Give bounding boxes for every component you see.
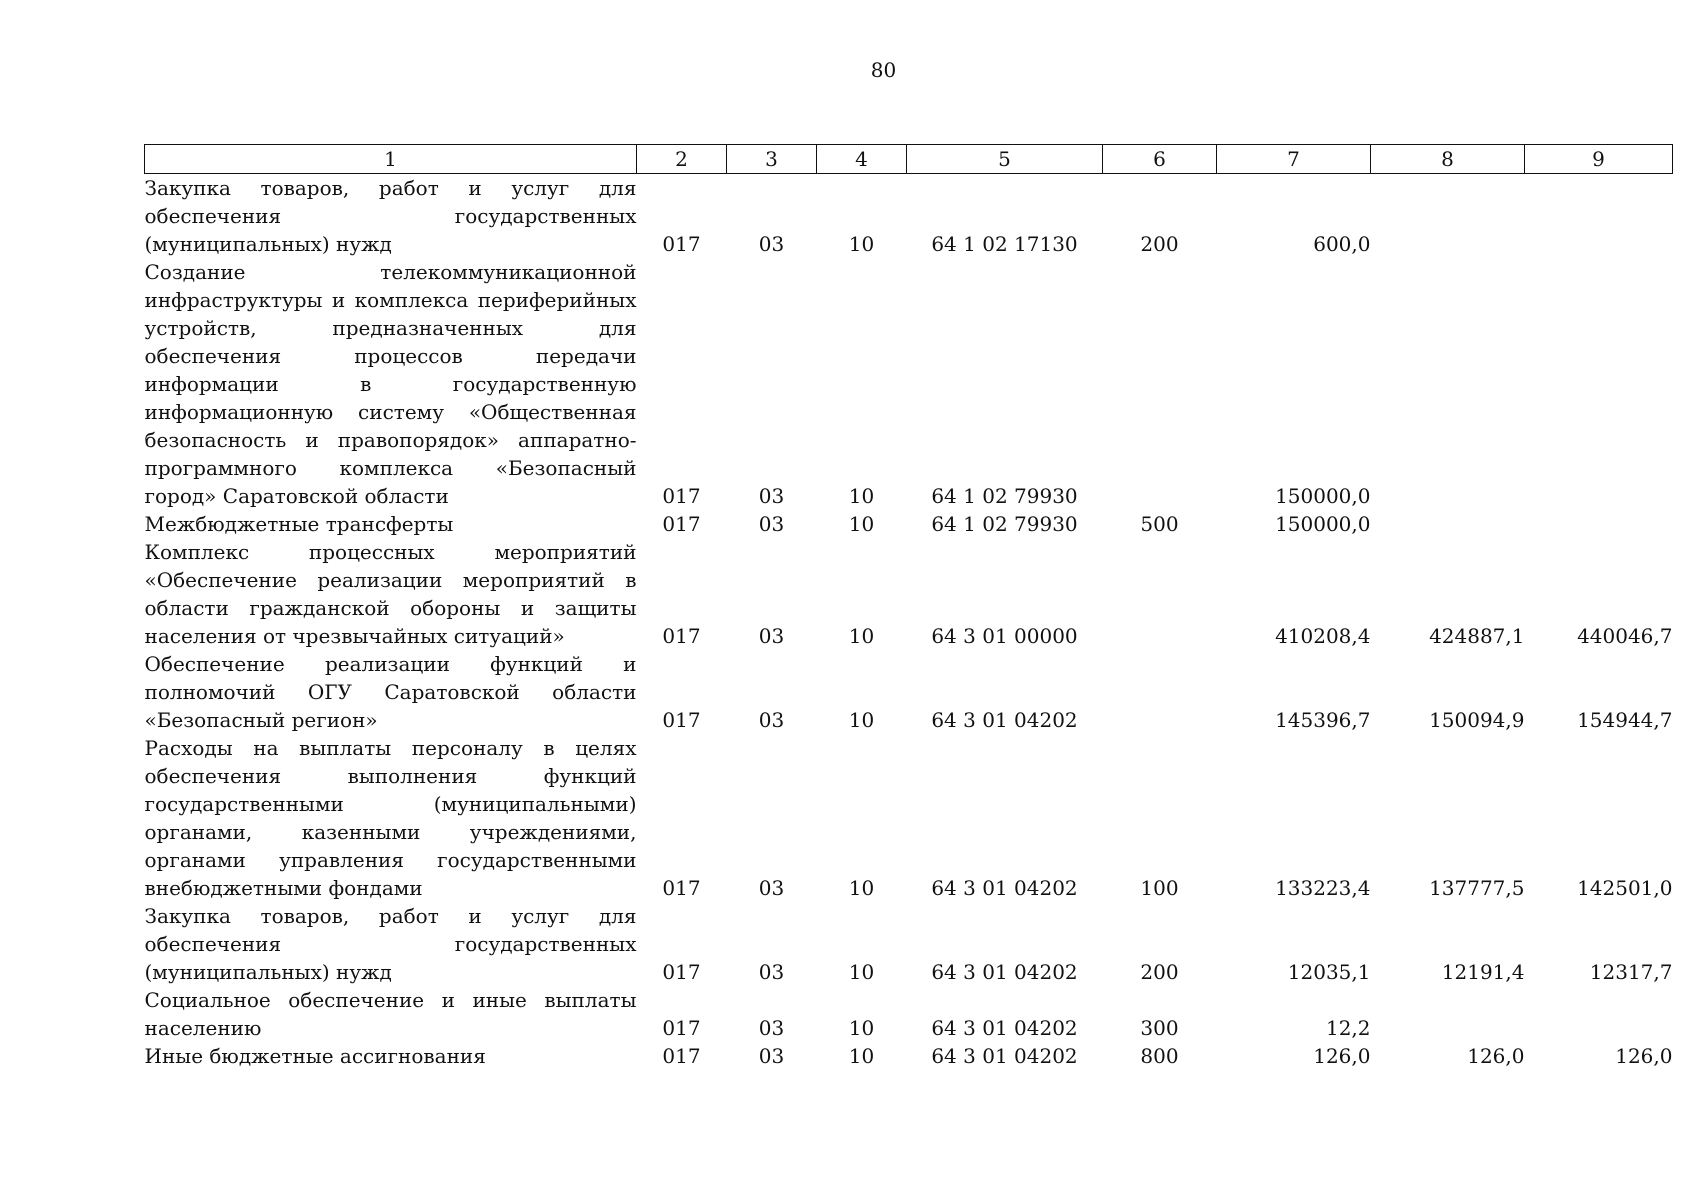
subsection-code: 10 xyxy=(848,512,875,536)
row-name: Социальное обеспечение и иные выплаты населению xyxy=(144,988,637,1040)
amount-col8 xyxy=(1371,258,1525,510)
column-header: 2 xyxy=(637,145,727,174)
target-article-code: 64 1 02 17130 xyxy=(931,232,1078,256)
column-header: 4 xyxy=(817,145,907,174)
amount-col8 xyxy=(1371,986,1525,1042)
amount-col8: 12191,4 xyxy=(1441,960,1525,984)
budget-table xyxy=(144,144,1673,1070)
amount-col9: 126,0 xyxy=(1615,1044,1673,1068)
section-code: 03 xyxy=(758,708,785,732)
expense-type-code: 500 xyxy=(1140,512,1179,536)
amount-col7: 600,0 xyxy=(1313,232,1371,256)
target-article-code: 64 1 02 79930 xyxy=(931,484,1078,508)
amount-col8: 126,0 xyxy=(1467,1044,1525,1068)
subsection-code: 10 xyxy=(848,876,875,900)
section-code: 03 xyxy=(758,232,785,256)
page-number: 80 xyxy=(870,58,897,82)
column-number-row xyxy=(145,145,1673,174)
column-header: 5 xyxy=(907,145,1103,174)
amount-col9 xyxy=(1525,510,1673,538)
subsection-code: 10 xyxy=(848,484,875,508)
ministry-code: 017 xyxy=(662,624,701,648)
expense-type-code xyxy=(1103,650,1217,734)
expense-type-code xyxy=(1103,538,1217,650)
ministry-code: 017 xyxy=(662,484,701,508)
subsection-code: 10 xyxy=(848,624,875,648)
row-name: Обеспечение реализации функций и полномочий ОГУ Саратовской области «Безопасный регион» xyxy=(144,652,637,732)
subsection-code: 10 xyxy=(848,1044,875,1068)
amount-col7: 410208,4 xyxy=(1275,624,1371,648)
amount-col7: 150000,0 xyxy=(1275,484,1371,508)
amount-col9 xyxy=(1525,174,1673,259)
amount-col7: 145396,7 xyxy=(1275,708,1371,732)
amount-col8 xyxy=(1371,510,1525,538)
expense-type-code: 200 xyxy=(1140,232,1179,256)
ministry-code: 017 xyxy=(662,232,701,256)
section-code: 03 xyxy=(758,484,785,508)
section-code: 03 xyxy=(758,876,785,900)
row-name: Создание телекоммуникационной инфраструктуры и комплекса периферийных устройств, предназначенных для обеспечения процессов передачи информации в государственную информационную систему «Общественная безопасность и правопорядок» аппаратно-программного комплекса «Безопасный город» Саратовской области xyxy=(144,260,637,508)
amount-col7: 12,2 xyxy=(1325,1016,1371,1040)
section-code: 03 xyxy=(758,1044,785,1068)
row-name: Комплекс процессных мероприятий «Обеспечение реализации мероприятий в области гражданской обороны и защиты населения от чрезвычайных ситуаций» xyxy=(144,540,637,648)
ministry-code: 017 xyxy=(662,960,701,984)
amount-col8: 137777,5 xyxy=(1429,876,1525,900)
section-code: 03 xyxy=(758,1016,785,1040)
subsection-code: 10 xyxy=(848,960,875,984)
target-article-code: 64 1 02 79930 xyxy=(931,512,1078,536)
target-article-code: 64 3 01 04202 xyxy=(931,960,1078,984)
expense-type-code: 800 xyxy=(1140,1044,1179,1068)
ministry-code: 017 xyxy=(662,1044,701,1068)
row-name: Иные бюджетные ассигнования xyxy=(144,1044,486,1068)
target-article-code: 64 3 01 04202 xyxy=(931,708,1078,732)
table-row xyxy=(145,650,1673,734)
column-header: 3 xyxy=(727,145,817,174)
ministry-code: 017 xyxy=(662,708,701,732)
amount-col9: 12317,7 xyxy=(1589,960,1673,984)
table-row xyxy=(145,258,1673,510)
row-name: Закупка товаров, работ и услуг для обеспечения государственных (муниципальных) нужд xyxy=(144,176,637,256)
subsection-code: 10 xyxy=(848,708,875,732)
expense-type-code: 200 xyxy=(1140,960,1179,984)
expense-type-code: 100 xyxy=(1140,876,1179,900)
amount-col9: 142501,0 xyxy=(1577,876,1673,900)
column-header: 7 xyxy=(1217,145,1371,174)
amount-col9 xyxy=(1525,986,1673,1042)
table-row xyxy=(145,538,1673,650)
amount-col9: 154944,7 xyxy=(1577,708,1673,732)
ministry-code: 017 xyxy=(662,876,701,900)
section-code: 03 xyxy=(758,960,785,984)
amount-col8: 150094,9 xyxy=(1429,708,1525,732)
subsection-code: 10 xyxy=(848,1016,875,1040)
amount-col8 xyxy=(1371,174,1525,259)
column-header: 8 xyxy=(1371,145,1525,174)
row-name: Закупка товаров, работ и услуг для обеспечения государственных (муниципальных) нужд xyxy=(144,904,637,984)
amount-col9: 440046,7 xyxy=(1577,624,1673,648)
amount-col7: 150000,0 xyxy=(1275,512,1371,536)
column-header: 9 xyxy=(1525,145,1673,174)
row-name: Межбюджетные трансферты xyxy=(144,512,454,536)
column-header: 1 xyxy=(145,145,637,174)
table-row xyxy=(145,986,1673,1042)
amount-col7: 133223,4 xyxy=(1275,876,1371,900)
section-code: 03 xyxy=(758,512,785,536)
amount-col7: 126,0 xyxy=(1313,1044,1371,1068)
column-header: 6 xyxy=(1103,145,1217,174)
amount-col7: 12035,1 xyxy=(1287,960,1371,984)
target-article-code: 64 3 01 04202 xyxy=(931,1016,1078,1040)
expense-type-code: 300 xyxy=(1140,1016,1179,1040)
target-article-code: 64 3 01 04202 xyxy=(931,1044,1078,1068)
table-row xyxy=(145,734,1673,902)
ministry-code: 017 xyxy=(662,512,701,536)
amount-col8: 424887,1 xyxy=(1429,624,1525,648)
subsection-code: 10 xyxy=(848,232,875,256)
target-article-code: 64 3 01 00000 xyxy=(931,624,1078,648)
row-name: Расходы на выплаты персоналу в целях обеспечения выполнения функций государственными (муниципальными) органами, казенными учреждениями, органами управления государственными внебюджетными фондами xyxy=(144,736,637,900)
amount-col9 xyxy=(1525,258,1673,510)
table-row xyxy=(145,902,1673,986)
table-row xyxy=(145,174,1673,259)
target-article-code: 64 3 01 04202 xyxy=(931,876,1078,900)
expense-type-code xyxy=(1103,258,1217,510)
ministry-code: 017 xyxy=(662,1016,701,1040)
section-code: 03 xyxy=(758,624,785,648)
table-row xyxy=(145,1042,1673,1070)
table-row xyxy=(145,510,1673,538)
